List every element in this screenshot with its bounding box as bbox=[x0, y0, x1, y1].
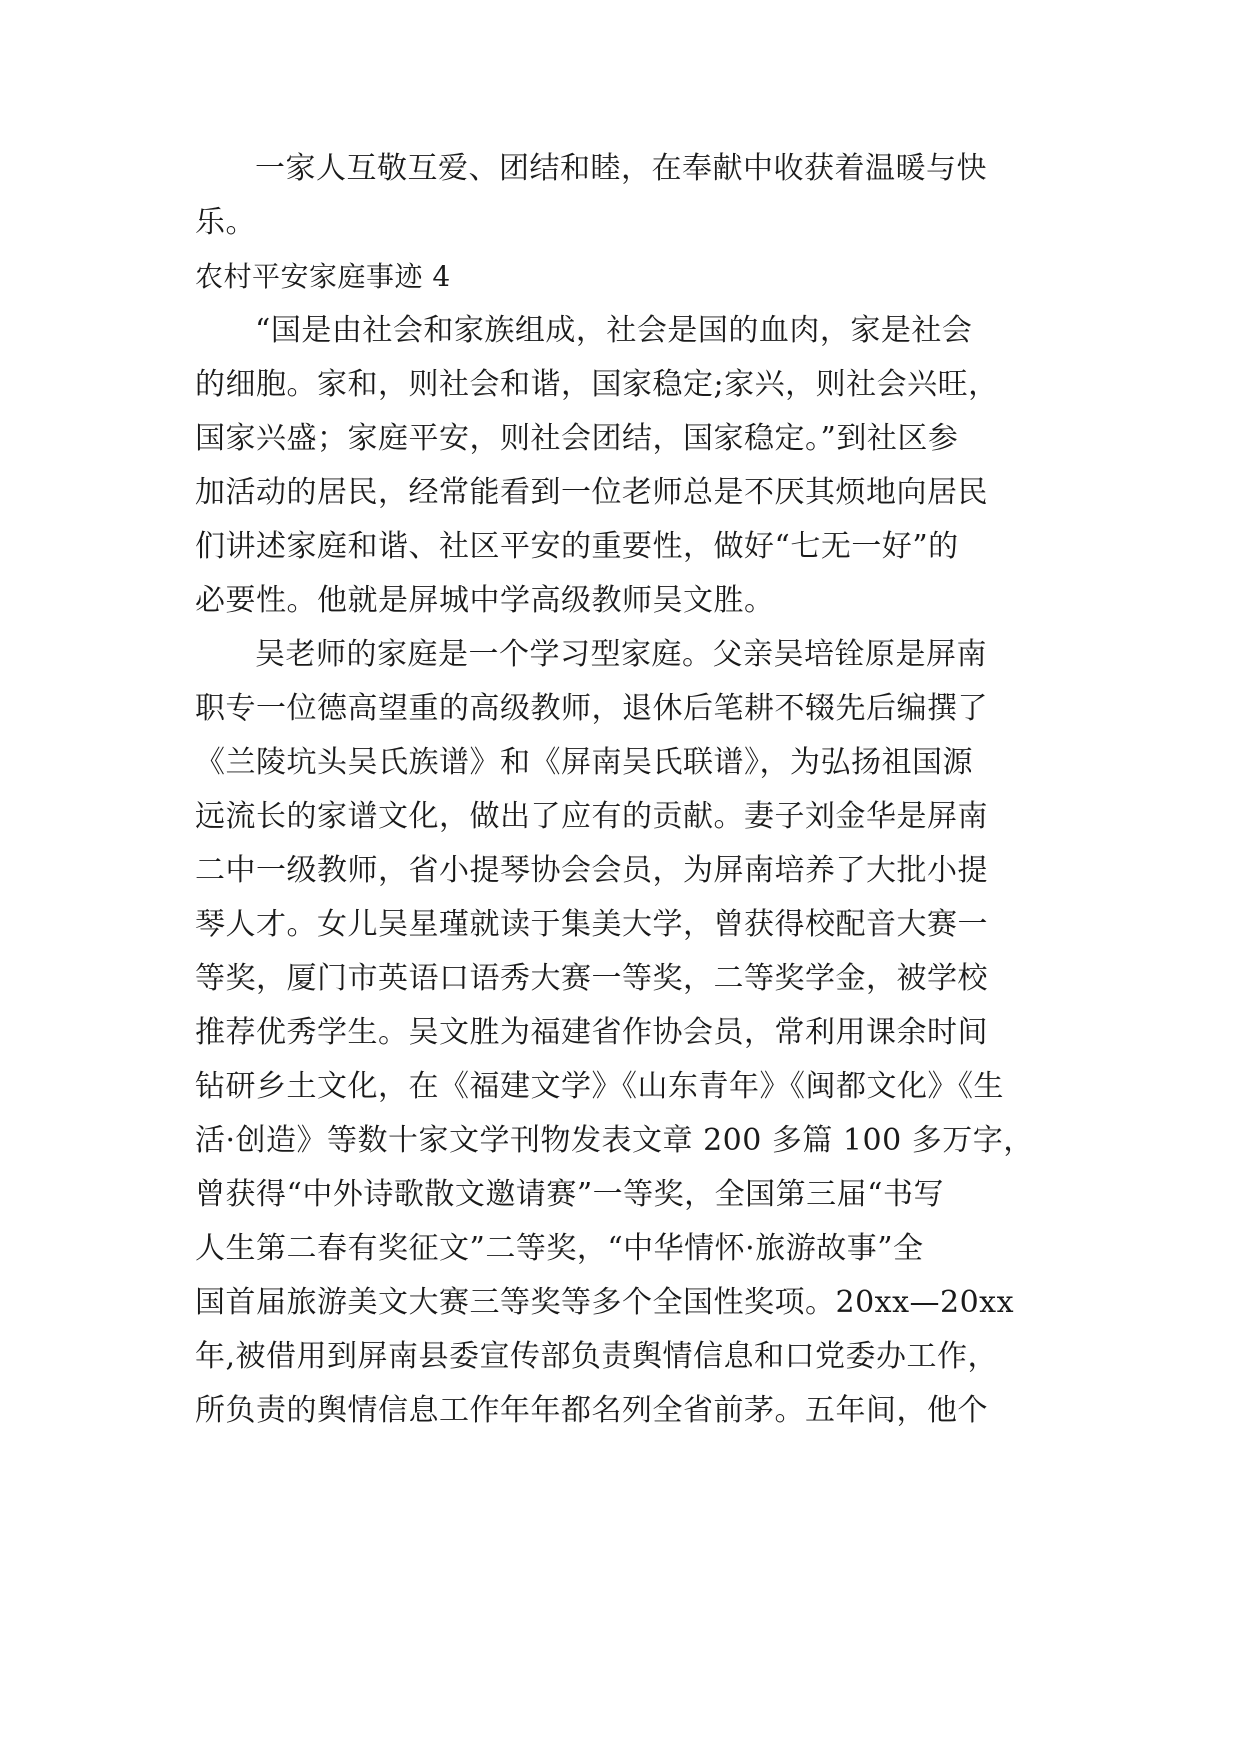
paragraph-line: 吴老师的家庭是一个学习型家庭。父亲吴培铨原是屏南 bbox=[255, 637, 987, 672]
section-heading: 农村平安家庭事迹 4 bbox=[195, 260, 451, 293]
paragraph-line: 活·创造》等数十家文学刊物发表文章 200 多篇 100 多万字， bbox=[195, 1123, 1034, 1158]
paragraph-line: 琴人才。女儿吴星瑾就读于集美大学，曾获得校配音大赛一 bbox=[195, 907, 988, 942]
paragraph-line: 的细胞。家和，则社会和谐，国家稳定;家兴，则社会兴旺， bbox=[195, 367, 999, 402]
paragraph-line: “国是由社会和家族组成，社会是国的血肉，家是社会 bbox=[255, 313, 973, 348]
paragraph-line: 推荐优秀学生。吴文胜为福建省作协会员，常利用课余时间 bbox=[195, 1015, 988, 1050]
paragraph-line: 必要性。他就是屏城中学高级教师吴文胜。 bbox=[195, 583, 775, 618]
paragraph-line: 钻研乡土文化，在《福建文学》《山东青年》《闽都文化》《生 bbox=[195, 1069, 1004, 1104]
paragraph-line: 曾获得“中外诗歌散文邀请赛”一等奖，全国第三届“书写 bbox=[195, 1177, 945, 1212]
paragraph-line: 年,被借用到屏南县委宣传部负责舆情信息和口党委办工作， bbox=[195, 1339, 999, 1374]
paragraph-line: 乐。 bbox=[195, 205, 256, 240]
paragraph-line: 所负责的舆情信息工作年年都名列全省前茅。五年间，他个 bbox=[195, 1393, 988, 1428]
paragraph-line: 一家人互敬互爱、团结和睦，在奉献中收获着温暖与快 bbox=[255, 151, 987, 186]
paragraph-line: 职专一位德高望重的高级教师，退休后笔耕不辍先后编撰了 bbox=[195, 691, 988, 726]
paragraph-line: 《兰陵坑头吴氏族谱》和《屏南吴氏联谱》，为弘扬祖国源 bbox=[195, 745, 973, 780]
paragraph-line: 们讲述家庭和谐、社区平安的重要性，做好“七无一好”的 bbox=[195, 529, 959, 564]
paragraph-line: 等奖，厦门市英语口语秀大赛一等奖，二等奖学金，被学校 bbox=[195, 961, 988, 996]
paragraph-line: 国家兴盛；家庭平安，则社会团结，国家稳定。”到社区参 bbox=[195, 421, 959, 456]
paragraph-line: 远流长的家谱文化，做出了应有的贡献。妻子刘金华是屏南 bbox=[195, 799, 988, 834]
paragraph-line: 二中一级教师，省小提琴协会会员，为屏南培养了大批小提 bbox=[195, 853, 988, 888]
paragraph-line: 人生第二春有奖征文”二等奖，“中华情怀·旅游故事”全 bbox=[195, 1231, 924, 1266]
paragraph-line: 国首届旅游美文大赛三等奖等多个全国性奖项。20xx—20xx bbox=[195, 1285, 1015, 1320]
paragraph-line: 加活动的居民，经常能看到一位老师总是不厌其烦地向居民 bbox=[195, 475, 988, 510]
